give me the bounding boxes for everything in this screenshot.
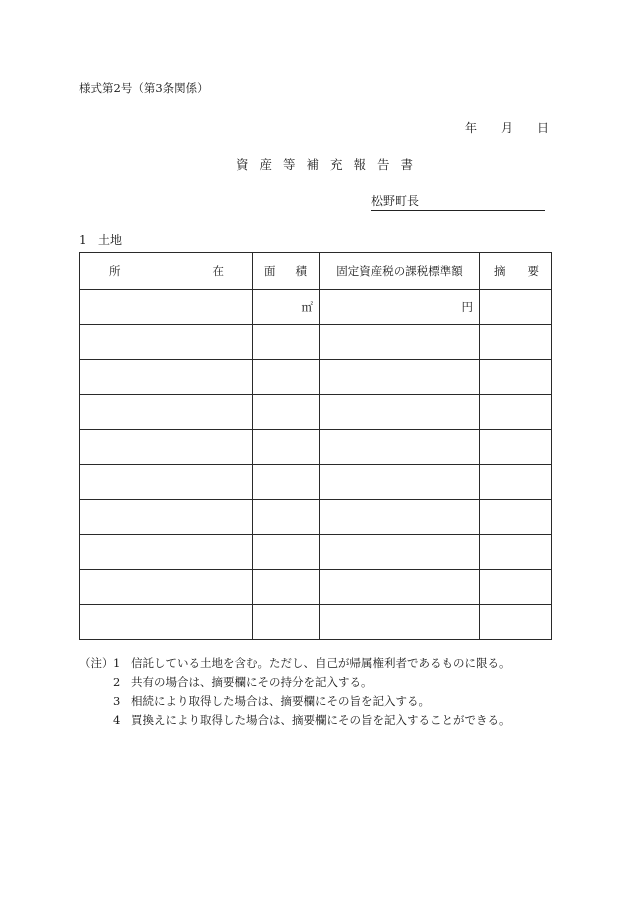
date-month-label: 月 bbox=[501, 121, 514, 135]
note-text: 相続により取得した場合は、摘要欄にその旨を記入する。 bbox=[131, 694, 430, 708]
header-assessed-value: 固定資産税の課税標準額 bbox=[320, 253, 480, 290]
note-text: 共有の場合は、摘要欄にその持分を記入する。 bbox=[131, 675, 373, 689]
remarks-cell[interactable] bbox=[480, 325, 552, 360]
table-row bbox=[80, 360, 552, 395]
location-cell[interactable] bbox=[80, 605, 253, 640]
value-cell[interactable] bbox=[320, 360, 480, 395]
note-item bbox=[79, 711, 511, 730]
table-row bbox=[80, 430, 552, 465]
remarks-cell[interactable] bbox=[480, 430, 552, 465]
table-header-row bbox=[80, 253, 552, 290]
land-table bbox=[79, 252, 552, 640]
form-number: 様式第2号（第3条関係） bbox=[79, 81, 209, 95]
date-day-label: 日 bbox=[537, 121, 550, 135]
value-cell[interactable] bbox=[320, 605, 480, 640]
location-cell[interactable] bbox=[80, 500, 253, 535]
area-cell[interactable] bbox=[253, 465, 320, 500]
remarks-cell[interactable] bbox=[480, 500, 552, 535]
remarks-cell[interactable] bbox=[480, 535, 552, 570]
remarks-cell[interactable] bbox=[480, 360, 552, 395]
area-cell[interactable] bbox=[253, 430, 320, 465]
area-cell[interactable] bbox=[253, 535, 320, 570]
table-row bbox=[80, 395, 552, 430]
table-row bbox=[80, 290, 552, 325]
addressee-name: 松野町長 bbox=[371, 194, 420, 208]
value-cell[interactable] bbox=[320, 290, 480, 325]
section-label: 土地 bbox=[98, 233, 123, 247]
header-remarks-char-1: 摘 bbox=[494, 264, 506, 278]
area-unit: ㎡ bbox=[301, 300, 313, 314]
value-cell[interactable] bbox=[320, 465, 480, 500]
addressee bbox=[371, 192, 545, 211]
note-item bbox=[79, 673, 511, 692]
note-number: 1 bbox=[113, 656, 121, 670]
location-cell[interactable] bbox=[80, 535, 253, 570]
note-item bbox=[79, 692, 511, 711]
area-cell[interactable] bbox=[253, 570, 320, 605]
value-cell[interactable] bbox=[320, 395, 480, 430]
note-item bbox=[79, 654, 511, 673]
note-number: 4 bbox=[113, 713, 121, 727]
value-cell[interactable] bbox=[320, 535, 480, 570]
area-cell[interactable] bbox=[253, 605, 320, 640]
location-cell[interactable] bbox=[80, 325, 253, 360]
header-area-char-2: 積 bbox=[295, 264, 307, 278]
remarks-cell[interactable] bbox=[480, 290, 552, 325]
value-unit: 円 bbox=[461, 300, 473, 314]
header-remarks-char-2: 要 bbox=[527, 264, 539, 278]
note-text: 買換えにより取得した場合は、摘要欄にその旨を記入することができる。 bbox=[131, 713, 511, 727]
table-row bbox=[80, 325, 552, 360]
remarks-cell[interactable] bbox=[480, 395, 552, 430]
location-cell[interactable] bbox=[80, 360, 253, 395]
note-text: 信託している土地を含む。ただし、自己が帰属権利者であるものに限る。 bbox=[131, 656, 511, 670]
section-number: 1 bbox=[79, 233, 87, 247]
area-cell[interactable] bbox=[253, 290, 320, 325]
table-row bbox=[80, 570, 552, 605]
notes-lead: （注） bbox=[79, 656, 114, 670]
header-location-char-1: 所 bbox=[109, 264, 121, 278]
location-cell[interactable] bbox=[80, 430, 253, 465]
table-row bbox=[80, 605, 552, 640]
remarks-cell[interactable] bbox=[480, 605, 552, 640]
area-cell[interactable] bbox=[253, 325, 320, 360]
section-heading bbox=[79, 231, 122, 248]
header-remarks bbox=[480, 253, 552, 290]
value-cell[interactable] bbox=[320, 430, 480, 465]
notes-section bbox=[79, 654, 511, 730]
area-cell[interactable] bbox=[253, 360, 320, 395]
value-cell[interactable] bbox=[320, 325, 480, 360]
location-cell[interactable] bbox=[80, 570, 253, 605]
value-cell[interactable] bbox=[320, 570, 480, 605]
remarks-cell[interactable] bbox=[480, 570, 552, 605]
area-cell[interactable] bbox=[253, 395, 320, 430]
location-cell[interactable] bbox=[80, 465, 253, 500]
header-area bbox=[253, 253, 320, 290]
note-number: 2 bbox=[113, 675, 121, 689]
remarks-cell[interactable] bbox=[480, 465, 552, 500]
table-row bbox=[80, 465, 552, 500]
note-number: 3 bbox=[113, 694, 121, 708]
area-cell[interactable] bbox=[253, 500, 320, 535]
header-area-char-1: 面 bbox=[264, 264, 276, 278]
document-title: 資産等補充報告書 bbox=[236, 157, 425, 172]
date-year-label: 年 bbox=[465, 121, 478, 135]
value-cell[interactable] bbox=[320, 500, 480, 535]
header-location-char-2: 在 bbox=[212, 264, 224, 278]
location-cell[interactable] bbox=[80, 290, 253, 325]
header-location bbox=[80, 253, 253, 290]
table-row bbox=[80, 500, 552, 535]
location-cell[interactable] bbox=[80, 395, 253, 430]
table-row bbox=[80, 535, 552, 570]
